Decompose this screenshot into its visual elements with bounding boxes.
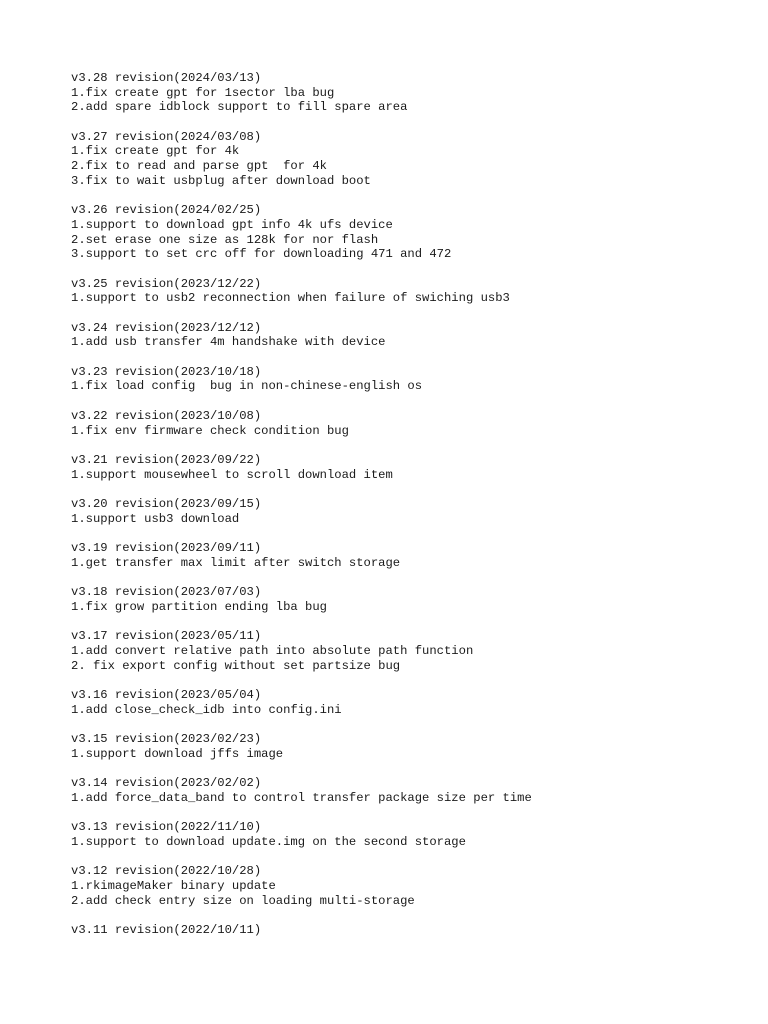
revision-item: 1.add convert relative path into absolute path function xyxy=(71,643,474,658)
changelog-entry xyxy=(71,409,731,438)
revision-item: 2.set erase one size as 128k for nor flash xyxy=(71,232,379,247)
revision-header: v3.22 revision(2023/10/08) xyxy=(71,408,262,423)
revision-item: 1.rkimageMaker binary update xyxy=(71,878,276,893)
revision-item: 1.support usb3 download xyxy=(71,511,240,526)
changelog-entry xyxy=(71,864,731,908)
changelog-entry xyxy=(71,585,731,614)
changelog-entry xyxy=(71,923,731,938)
revision-item: 2.fix to read and parse gpt for 4k xyxy=(71,159,327,174)
revision-item: 1.fix grow partition ending lba bug xyxy=(71,599,327,614)
revision-item: 1.support to download gpt info 4k ufs device xyxy=(71,217,393,232)
changelog-entry xyxy=(71,688,731,717)
revision-item: 1.fix env firmware check condition bug xyxy=(71,423,349,438)
revision-item: 3.fix to wait usbplug after download boot xyxy=(71,173,371,188)
changelog-entry xyxy=(71,71,731,115)
revision-header: v3.16 revision(2023/05/04) xyxy=(71,687,262,702)
revision-header: v3.24 revision(2023/12/12) xyxy=(71,320,262,335)
revision-item: 1.fix create gpt for 4k xyxy=(71,144,240,159)
revision-item: 1.support to usb2 reconnection when failure of swiching usb3 xyxy=(71,291,510,306)
revision-item: 1.support mousewheel to scroll download item xyxy=(71,467,393,482)
changelog-entry xyxy=(71,541,731,570)
revision-header: v3.11 revision(2022/10/11) xyxy=(71,922,262,937)
revision-header: v3.13 revision(2022/11/10) xyxy=(71,820,262,835)
revision-header: v3.26 revision(2024/02/25) xyxy=(71,203,262,218)
changelog-document xyxy=(71,71,731,952)
revision-item: 2.add spare idblock support to fill spare area xyxy=(71,100,408,115)
changelog-entry xyxy=(71,629,731,673)
revision-header: v3.18 revision(2023/07/03) xyxy=(71,585,262,600)
revision-header: v3.21 revision(2023/09/22) xyxy=(71,452,262,467)
revision-item: 1.add force_data_band to control transfer package size per time xyxy=(71,790,532,805)
revision-item: 2.add check entry size on loading multi-storage xyxy=(71,893,415,908)
changelog-entry xyxy=(71,820,731,849)
revision-header: v3.12 revision(2022/10/28) xyxy=(71,864,262,879)
revision-header: v3.19 revision(2023/09/11) xyxy=(71,541,262,555)
revision-item: 1.add close_check_idb into config.ini xyxy=(71,702,342,717)
revision-header: v3.14 revision(2023/02/02) xyxy=(71,776,262,790)
changelog-entry xyxy=(71,453,731,482)
revision-item: 1.support to download update.img on the second storage xyxy=(71,834,466,849)
changelog-entry xyxy=(71,130,731,189)
revision-item: 2. fix export config without set partsize bug xyxy=(71,658,401,673)
revision-header: v3.20 revision(2023/09/15) xyxy=(71,496,262,511)
revision-header: v3.23 revision(2023/10/18) xyxy=(71,364,262,379)
changelog-entry xyxy=(71,277,731,306)
revision-item: 1.fix load config bug in non-chinese-english os xyxy=(71,379,423,394)
changelog-entry xyxy=(71,203,731,262)
changelog-entry xyxy=(71,776,731,805)
revision-header: v3.17 revision(2023/05/11) xyxy=(71,629,262,644)
revision-header: v3.25 revision(2023/12/22) xyxy=(71,276,262,291)
revision-header: v3.27 revision(2024/03/08) xyxy=(71,129,262,144)
revision-header: v3.15 revision(2023/02/23) xyxy=(71,731,262,746)
revision-item: 1.support download jffs image xyxy=(71,746,284,761)
revision-item: 1.fix create gpt for 1sector lba bug xyxy=(71,85,335,100)
revision-item: 3.support to set crc off for downloading 471 and 472 xyxy=(71,247,452,262)
changelog-entry xyxy=(71,497,731,526)
revision-header: v3.28 revision(2024/03/13) xyxy=(71,71,262,85)
changelog-entry xyxy=(71,321,731,350)
changelog-entry xyxy=(71,732,731,761)
revision-item: 1.get transfer max limit after switch storage xyxy=(71,555,401,570)
changelog-entry xyxy=(71,365,731,394)
revision-item: 1.add usb transfer 4m handshake with device xyxy=(71,335,386,350)
